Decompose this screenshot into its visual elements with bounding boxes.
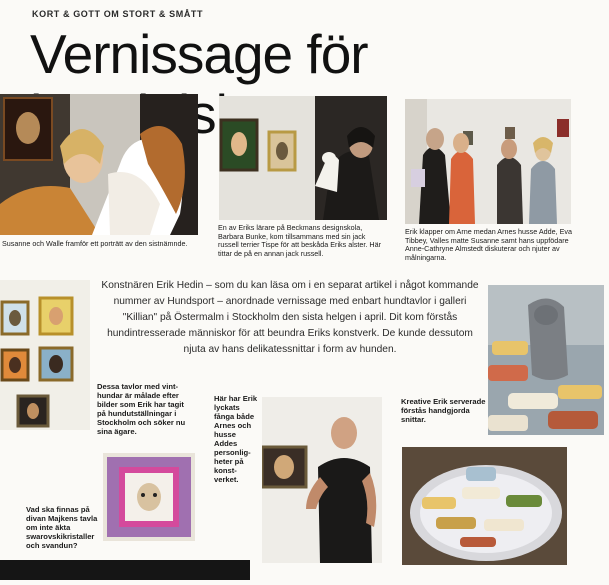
- snack-platter-photo: [402, 447, 567, 565]
- artist-erik-photo: [262, 397, 382, 563]
- basset-hound-photo: [0, 94, 198, 235]
- caption-photo3: Erik klapper om Arne medan Arnes husse Adde, Eva Tibbey, Valles matte Susanne samt hans uppfödare Anne-Cathryne Almstedt diskuterar och njuter av målningarna.: [405, 227, 573, 262]
- gallery-visitor-photo: [219, 96, 387, 220]
- caption-photo1: Susanne och Walle framför ett porträtt av den sistnämnde.: [2, 239, 188, 248]
- gallery-crowd-photo: [405, 99, 571, 224]
- caption-erik: Här har Erik lyckats fånga både Arnes och husse Addes personlig-heter på konst-verket.: [214, 394, 258, 484]
- caption-snacks: Kreative Erik serverade förstås handgjorda snittar.: [401, 397, 486, 424]
- article-body: Konstnären Erik Hedin – som du kan läsa om i en separat artikel i något kommande nummer av Hundsport – anordnade vernissage med enbart hundtavlor i galleri "Killian" på Östermalm i Stockholm den sista helgen i april. Dit kom förstås hundintresserade människor för att beundra Eriks konstverk. De kunde dessutom njuta av hans delikatessnittar i form av hunden.: [101, 280, 479, 355]
- caption-diva: Vad ska finnas på divan Majkens tavla om inte äkta swarovskikristaller och svandun?: [26, 505, 98, 550]
- caption-paintings: Dessa tavlor med vint-hundar är målade efter bilder som Erik har tagit på hundutställningar i Stockholm och söker nu sina ägare.: [97, 382, 186, 436]
- dog-figurine-snacks-photo: [488, 285, 604, 435]
- page-title: Vernissage för: [30, 23, 368, 85]
- decorative-band: [0, 560, 250, 580]
- dog-paintings-wall-photo: [0, 280, 90, 430]
- purple-frame-painting-photo: [103, 453, 195, 541]
- caption-photo2: En av Eriks lärare på Beckmans designskola, Barbara Bunke, kom tillsammans med sin jack russell terrier Tispe för att beskåda Eriks alster. Här tittar de på en annan jack russell.: [218, 223, 381, 258]
- section-label: KORT & GOTT OM STORT & SMÅTT: [32, 9, 204, 19]
